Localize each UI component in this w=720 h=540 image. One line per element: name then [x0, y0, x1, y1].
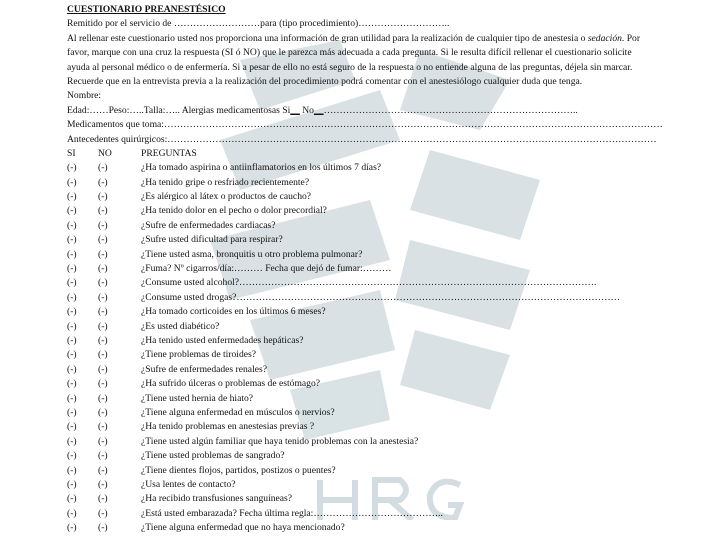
- no-checkbox[interactable]: (-): [98, 392, 108, 404]
- table-row: [67, 363, 715, 377]
- intro-line-2: favor, marque con una cruz la respuesta (SI ó NO) que le parezca más adecuada a cada pregunta. Si le resulta difícil rellenar el cuestionario solicite: [67, 47, 632, 59]
- medicamentos-field: Medicamentos que toma:…………………………………………………………………………………………………………………………………………: [67, 119, 663, 131]
- table-row: [67, 507, 715, 521]
- table-row: [67, 204, 715, 218]
- si-checkbox[interactable]: (-): [67, 176, 77, 188]
- no-checkbox[interactable]: (-): [98, 191, 108, 203]
- si-checkbox[interactable]: (-): [67, 435, 77, 447]
- table-row: [67, 291, 715, 305]
- si-checkbox[interactable]: (-): [67, 306, 77, 318]
- question-text: ¿Sufre usted dificultad para respirar?: [141, 234, 283, 246]
- no-checkbox[interactable]: (-): [98, 493, 108, 505]
- header-si: SI: [67, 147, 76, 159]
- question-text: ¿Tiene problemas de tiroides?: [141, 349, 257, 361]
- table-row: [67, 305, 715, 319]
- si-checkbox[interactable]: (-): [67, 450, 77, 462]
- document-title: CUESTIONARIO PREANESTÉSICO: [67, 4, 226, 15]
- remitido-line: Remitido por el servicio de ………………………para (tipo procedimiento)………………………..: [67, 18, 450, 30]
- si-checkbox[interactable]: (-): [67, 349, 77, 361]
- no-checkbox[interactable]: (-): [98, 378, 108, 390]
- no-checkbox[interactable]: (-): [98, 291, 108, 303]
- no-checkbox[interactable]: (-): [98, 205, 108, 217]
- question-text: ¿Consume usted drogas?…………………………………………………………………………………………………………: [141, 291, 621, 303]
- question-text: ¿Tiene usted problemas de sangrado?: [141, 450, 285, 462]
- question-text: ¿Ha tomado corticoides en los últimos 6 meses?: [141, 306, 326, 318]
- no-checkbox[interactable]: (-): [98, 162, 108, 174]
- no-checkbox[interactable]: (-): [98, 363, 108, 375]
- no-checkbox[interactable]: (-): [98, 277, 108, 289]
- question-text: ¿Ha tomado aspirina o antiinflamatorios en los últimos 7 días?: [141, 162, 382, 174]
- si-checkbox[interactable]: (-): [67, 277, 77, 289]
- no-checkbox[interactable]: (-): [98, 450, 108, 462]
- no-checkbox[interactable]: (-): [98, 320, 108, 332]
- no-checkbox[interactable]: (-): [98, 306, 108, 318]
- si-checkbox[interactable]: (-): [67, 378, 77, 390]
- question-text: ¿Es usted diabético?: [141, 320, 220, 332]
- table-row: [67, 190, 715, 204]
- no-checkbox[interactable]: (-): [98, 478, 108, 490]
- si-checkbox[interactable]: (-): [67, 219, 77, 231]
- si-checkbox[interactable]: (-): [67, 522, 77, 534]
- si-checkbox[interactable]: (-): [67, 363, 77, 375]
- no-checkbox[interactable]: (-): [98, 263, 108, 275]
- table-row: [67, 377, 715, 391]
- table-row: [67, 406, 715, 420]
- question-text: ¿Usa lentes de contacto?: [141, 478, 236, 490]
- questions-list: [67, 161, 715, 535]
- question-text: ¿Tiene usted algún familiar que haya tenido problemas con la anestesia?: [141, 435, 419, 447]
- table-row: [67, 478, 715, 492]
- table-row: [67, 334, 715, 348]
- si-checkbox[interactable]: (-): [67, 263, 77, 275]
- si-checkbox[interactable]: (-): [67, 162, 77, 174]
- table-row: [67, 521, 715, 535]
- table-row: [67, 176, 715, 190]
- question-text: ¿Consume usted alcohol?………………………………………………………………………………………………….: [141, 277, 597, 289]
- no-checkbox[interactable]: (-): [98, 406, 108, 418]
- question-text: ¿Ha sufrido úlceras o problemas de estómago?: [141, 378, 321, 390]
- intro-line-4: Recuerde que en la entrevista previa a la realización del procedimiento podrá comentar con el anestesiólogo cualquier duda que tenga.: [67, 75, 583, 87]
- si-checkbox[interactable]: (-): [67, 478, 77, 490]
- table-row: [67, 248, 715, 262]
- question-text: ¿Sufre de enfermedades renales?: [141, 363, 267, 375]
- question-text: ¿Tiene usted asma, bronquitis u otro problema pulmonar?: [141, 248, 363, 260]
- question-text: ¿Tiene alguna enfermedad que no haya mencionado?: [141, 522, 345, 534]
- alergias-si-blank: __: [290, 104, 300, 116]
- table-row: [67, 420, 715, 434]
- table-row: [67, 161, 715, 175]
- si-checkbox[interactable]: (-): [67, 421, 77, 433]
- header-preguntas: PREGUNTAS: [141, 147, 197, 159]
- no-checkbox[interactable]: (-): [98, 248, 108, 260]
- question-text: ¿Fuma? Nº cigarros/día:……… Fecha que dejó de fumar:………: [141, 263, 392, 275]
- no-checkbox[interactable]: (-): [98, 522, 108, 534]
- table-header: [67, 147, 715, 161]
- intro-line-1: Al rellenar este cuestionario usted nos proporciona una información de gran utilidad para la realización de cualquier tipo de anestesia o sedación. Por: [67, 32, 641, 44]
- question-text: ¿Ha tenido problemas en anestesias previas ?: [141, 421, 315, 433]
- question-text: ¿Ha tenido gripe o resfriado recientemente?: [141, 176, 310, 188]
- question-text: ¿Ha recibido transfusiones sanguíneas?: [141, 493, 293, 505]
- question-text: ¿Tiene dientes flojos, partidos, postizos o puentes?: [141, 464, 336, 476]
- si-checkbox[interactable]: (-): [67, 234, 77, 246]
- table-row: [67, 449, 715, 463]
- alergias-no-blank: __: [313, 104, 324, 116]
- no-checkbox[interactable]: (-): [98, 176, 108, 188]
- datos-field: Edad:……Peso:…..Talla:….. Alergias medicamentosas Si__ No__……………………………………………………………………..: [67, 104, 578, 116]
- table-row: [67, 348, 715, 362]
- question-text: ¿Está usted embarazada? Fecha última regla:…………………………………..: [141, 507, 443, 519]
- si-checkbox[interactable]: (-): [67, 320, 77, 332]
- nombre-field: Nombre:: [67, 90, 102, 102]
- no-checkbox[interactable]: (-): [98, 421, 108, 433]
- question-text: ¿Es alérgico al látex o productos de caucho?: [141, 191, 312, 203]
- header-no: NO: [98, 147, 112, 159]
- no-checkbox[interactable]: (-): [98, 334, 108, 346]
- table-row: [67, 464, 715, 478]
- no-checkbox[interactable]: (-): [98, 234, 108, 246]
- si-checkbox[interactable]: (-): [67, 507, 77, 519]
- table-row: [67, 219, 715, 233]
- question-text: ¿Ha tenido dolor en el pecho o dolor precordial?: [141, 205, 327, 217]
- no-checkbox[interactable]: (-): [98, 507, 108, 519]
- question-text: ¿Ha tenido usted enfermedades hepáticas?: [141, 334, 304, 346]
- si-checkbox[interactable]: (-): [67, 191, 77, 203]
- no-checkbox[interactable]: (-): [98, 219, 108, 231]
- table-row: [67, 233, 715, 247]
- question-text: ¿Tiene usted hernia de hiato?: [141, 392, 254, 404]
- si-checkbox[interactable]: (-): [67, 392, 77, 404]
- no-checkbox[interactable]: (-): [98, 435, 108, 447]
- antecedentes-field: Antecedentes quirúrgicos:………………………………………………………………………………………………………………………………………: [67, 133, 657, 145]
- si-checkbox[interactable]: (-): [67, 334, 77, 346]
- si-checkbox[interactable]: (-): [67, 493, 77, 505]
- si-checkbox[interactable]: (-): [67, 248, 77, 260]
- table-row: [67, 392, 715, 406]
- si-checkbox[interactable]: (-): [67, 291, 77, 303]
- preanesthetic-questionnaire: [67, 3, 715, 535]
- sedacion-emphasis: sedación: [587, 32, 622, 44]
- table-row: [67, 276, 715, 290]
- table-row: [67, 262, 715, 276]
- question-text: ¿Sufre de enfermedades cardiacas?: [141, 219, 276, 231]
- si-checkbox[interactable]: (-): [67, 205, 77, 217]
- table-row: [67, 492, 715, 506]
- table-row: [67, 435, 715, 449]
- si-checkbox[interactable]: (-): [67, 406, 77, 418]
- question-text: ¿Tiene alguna enfermedad en músculos o nervios?: [141, 406, 335, 418]
- no-checkbox[interactable]: (-): [98, 464, 108, 476]
- no-checkbox[interactable]: (-): [98, 349, 108, 361]
- intro-line-3: ayuda al personal médico o de enfermería. Si a pesar de ello no está seguro de la respuesta o no entiende alguna de las preguntas, déjela sin marcar.: [67, 61, 633, 73]
- table-row: [67, 320, 715, 334]
- si-checkbox[interactable]: (-): [67, 464, 77, 476]
